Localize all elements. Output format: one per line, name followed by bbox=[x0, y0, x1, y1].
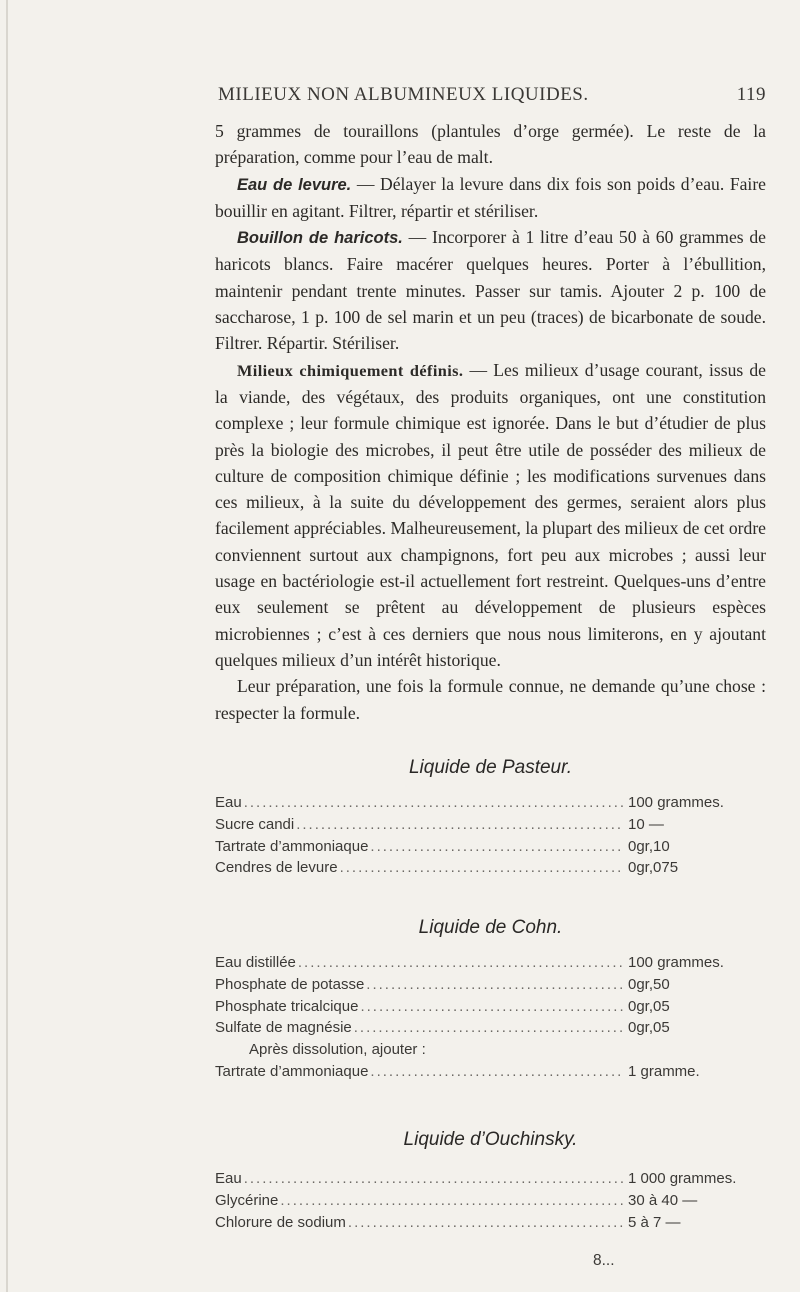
recipe-row bbox=[215, 1017, 766, 1039]
ingredient-name: Sulfate de magnésie bbox=[215, 1019, 352, 1037]
ingredient-qty: 10 — bbox=[628, 815, 664, 833]
paragraph-bouillon-haricots bbox=[215, 224, 766, 356]
recipe-cohn bbox=[215, 952, 766, 1083]
ingredient-qty: 0gr,05 bbox=[628, 997, 670, 1015]
recipe-row bbox=[215, 952, 766, 974]
ingredient-qty: 100 grammes. bbox=[628, 794, 724, 811]
recipe-row bbox=[215, 814, 766, 836]
running-head: MILIEUX NON ALBUMINEUX LIQUIDES. bbox=[218, 84, 589, 105]
recipe-row bbox=[215, 836, 766, 858]
section-title-milieux-definis: Milieux chimiquement définis. bbox=[237, 360, 464, 380]
ingredient-name: Phosphate tricalcique bbox=[215, 997, 359, 1015]
recipe-row bbox=[215, 1168, 766, 1190]
ingredient-name: Eau bbox=[215, 794, 242, 811]
recipe-row bbox=[215, 857, 766, 879]
body-text bbox=[215, 118, 766, 726]
recipe-row bbox=[215, 1190, 766, 1212]
leader-dots bbox=[360, 996, 624, 1018]
ingredient-name: Eau bbox=[215, 1170, 242, 1187]
ingredient-name: Tartrate d’ammoniaque bbox=[215, 837, 369, 855]
recipe-row bbox=[215, 792, 766, 814]
recipe-row bbox=[215, 974, 766, 996]
recipe-title-ouchinsky: Liquide d’Ouchinsky. bbox=[403, 1129, 578, 1150]
section-title-bouillon-haricots: Bouillon de haricots. bbox=[237, 229, 403, 248]
recipe-title-cohn: Liquide de Cohn. bbox=[418, 917, 563, 938]
ingredient-qty: 0gr,075 bbox=[628, 859, 679, 877]
recipe-row bbox=[215, 1212, 766, 1234]
paragraph-5: Leur préparation, une fois la formule connue, ne demande qu’une chose : respecter la formule. bbox=[215, 676, 766, 723]
recipe-title-pasteur: Liquide de Pasteur. bbox=[408, 757, 573, 778]
leader-dots bbox=[340, 857, 624, 879]
ingredient-qty: 5 à 7 — bbox=[628, 1213, 681, 1231]
ingredient-qty: 30 à 40 — bbox=[628, 1191, 698, 1209]
recipe-row bbox=[215, 1061, 766, 1083]
ingredient-name: Phosphate de potasse bbox=[215, 975, 365, 993]
ingredient-name: Glycérine bbox=[215, 1191, 279, 1209]
section-title-eau-de-levure: Eau de levure. bbox=[237, 175, 352, 194]
leader-dots bbox=[348, 1212, 624, 1234]
leader-dots bbox=[280, 1190, 624, 1212]
paragraph-eau-de-levure bbox=[215, 171, 766, 225]
leader-dots bbox=[366, 974, 624, 996]
ingredient-qty: 1 000 grammes. bbox=[628, 1170, 737, 1187]
ingredient-name: Sucre candi bbox=[215, 815, 295, 833]
ingredient-name: Chlorure de sodium bbox=[215, 1213, 346, 1231]
ingredient-name: Cendres de levure bbox=[215, 859, 338, 877]
ingredient-name: Tartrate d’ammoniaque bbox=[215, 1062, 369, 1080]
ingredient-name: Eau distillée bbox=[215, 954, 296, 971]
recipe-row bbox=[215, 996, 766, 1018]
paragraph-1: 5 grammes de touraillons (plantules d’orge germée). Le reste de la préparation, comme pour l’eau de malt. bbox=[215, 121, 766, 168]
leader-dots bbox=[244, 1168, 624, 1190]
ingredient-qty: 100 grammes. bbox=[628, 954, 724, 971]
ingredient-qty: 1 gramme. bbox=[628, 1062, 700, 1080]
recipe-ouchinsky bbox=[215, 1168, 766, 1233]
ingredient-qty: 0gr,10 bbox=[628, 837, 670, 855]
continuation-mark: 8... bbox=[593, 1252, 615, 1269]
paragraph-text: — Délayer la levure dans dix fois son poids d’eau. Faire bouillir en agitant. Filtrer, répartir et stériliser. bbox=[215, 173, 766, 221]
leader-dots bbox=[244, 792, 624, 814]
leader-dots bbox=[370, 836, 624, 858]
page-edge-line bbox=[6, 0, 8, 1292]
ingredient-qty: 0gr,05 bbox=[628, 1019, 670, 1037]
leader-dots bbox=[298, 952, 624, 974]
ingredient-qty: 0gr,50 bbox=[628, 975, 670, 993]
recipe-note bbox=[215, 1039, 766, 1061]
page-number: 119 bbox=[736, 84, 766, 105]
paragraph-text: — Les milieux d’usage courant, issus de la viande, des végétaux, des produits organiques, ont une constitution complexe ; leur formule chimique est ignorée. Dans le but d’étudier de plus près la biologie des microbes, il peut être utile de posséder des milieux de culture de composition chimique définie ; les modifications survenues dans ces milieux, à la suite du développement des germes, seraient alors plus facilement appréciables. Malheureusement, la plupart des milieux de cet ordre conviennent surtout aux champignons, fort peu aux microbes ; aussi leur usage en bactériologie est-il actuellement fort restreint. Quelques-uns d’entre eux seulement se prêtent au développement de plusieurs espèces microbiennes ; c’est à ces derniers que nous nous limiterons, en y ajoutant quelques milieux d’un intérêt historique. bbox=[215, 359, 766, 670]
note-text: Après dissolution, ajouter : bbox=[249, 1041, 426, 1059]
paragraph-milieux-definis bbox=[215, 357, 766, 674]
leader-dots bbox=[296, 814, 624, 836]
leader-dots bbox=[370, 1061, 624, 1083]
leader-dots bbox=[354, 1017, 624, 1039]
paragraph-text: — Incorporer à 1 litre d’eau 50 à 60 grammes de haricots blancs. Faire macérer quelques heures. Porter à l’ébullition, maintenir pendant trente minutes. Passer sur tamis. Ajouter 2 p. 100 de saccharose, 1 p. 100 de sel marin et un peu (traces) de bicarbonate de soude. Filtrer. Répartir. Stériliser. bbox=[215, 227, 766, 354]
recipe-pasteur bbox=[215, 792, 766, 879]
